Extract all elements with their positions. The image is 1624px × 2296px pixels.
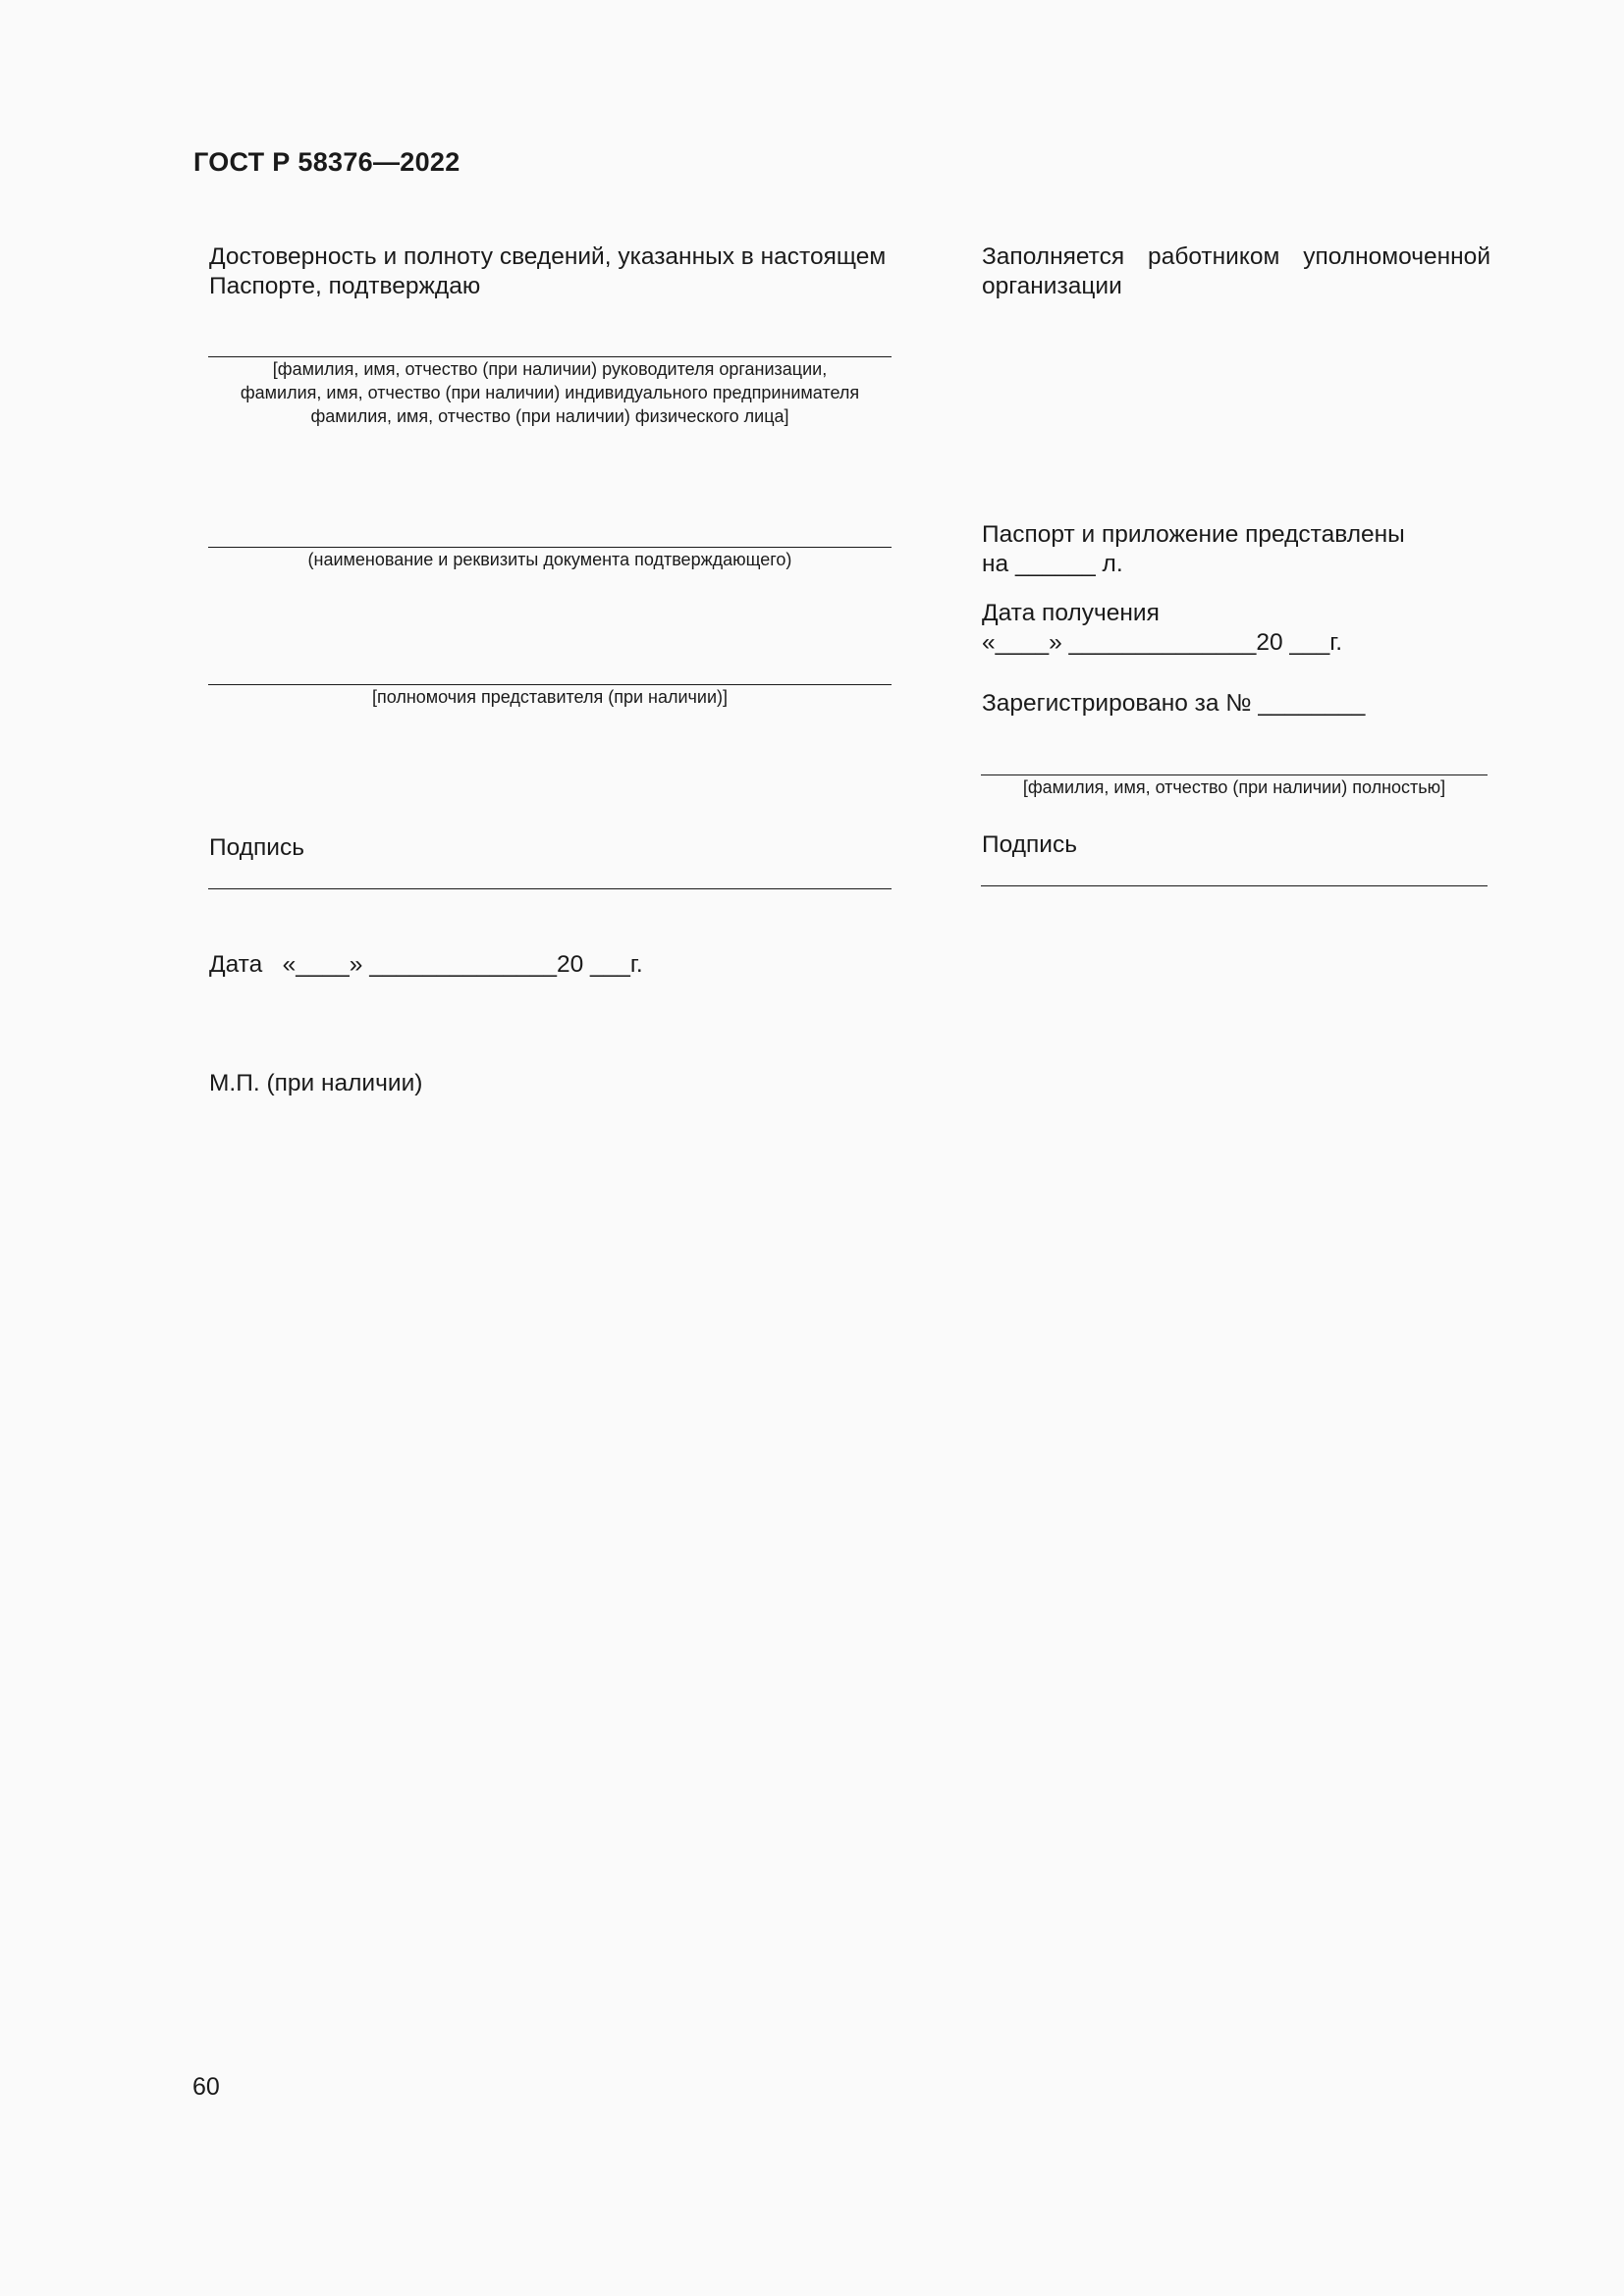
right-signature-label: Подпись (982, 831, 1077, 858)
confirmation-text (209, 242, 886, 301)
confirmation-line-1: Достоверность и полноту сведений, указанных в настоящем (209, 243, 887, 270)
filled-by-line-1: Заполняется работником уполномоченной (982, 243, 1490, 270)
stamp-label: М.П. (при наличии) (209, 1070, 423, 1096)
name-caption-line-3: фамилия, имя, отчество (при наличии) физического лица] (310, 406, 789, 426)
date-field: Дата «____» ______________20 ___г. (209, 951, 643, 978)
name-caption-line-2: фамилия, имя, отчество (при наличии) индивидуального предпринимателя (240, 383, 860, 402)
document-caption: (наименование и реквизиты документа подтверждающего) (307, 550, 792, 569)
received-date: «____» ______________20 ___г. (982, 629, 1343, 656)
authority-caption: [полномочия представителя (при наличии)] (371, 687, 729, 707)
filled-by-text (982, 242, 1490, 301)
name-caption (208, 357, 892, 428)
passport-line-1: Паспорт и приложение представлены (982, 521, 1405, 548)
filled-by-line-2: организации (982, 273, 1122, 299)
left-signature-label: Подпись (209, 834, 304, 861)
page-number: 60 (192, 2073, 220, 2101)
confirmation-line-2: Паспорте, подтверждаю (209, 273, 481, 299)
registered-number: Зарегистрировано за № ________ (982, 690, 1366, 717)
name-caption-line-1: [фамилия, имя, отчество (при наличии) руководителя организации, (272, 359, 828, 379)
received-block (982, 599, 1342, 658)
passport-text (982, 520, 1405, 579)
left-signature-line (208, 888, 892, 889)
standard-code: ГОСТ Р 58376—2022 (193, 147, 460, 177)
passport-line-2: на ______ л. (982, 551, 1123, 577)
received-label: Дата получения (982, 600, 1160, 626)
right-signature-line (981, 885, 1488, 886)
fullname-caption: [фамилия, имя, отчество (при наличии) полностью] (1022, 777, 1446, 797)
